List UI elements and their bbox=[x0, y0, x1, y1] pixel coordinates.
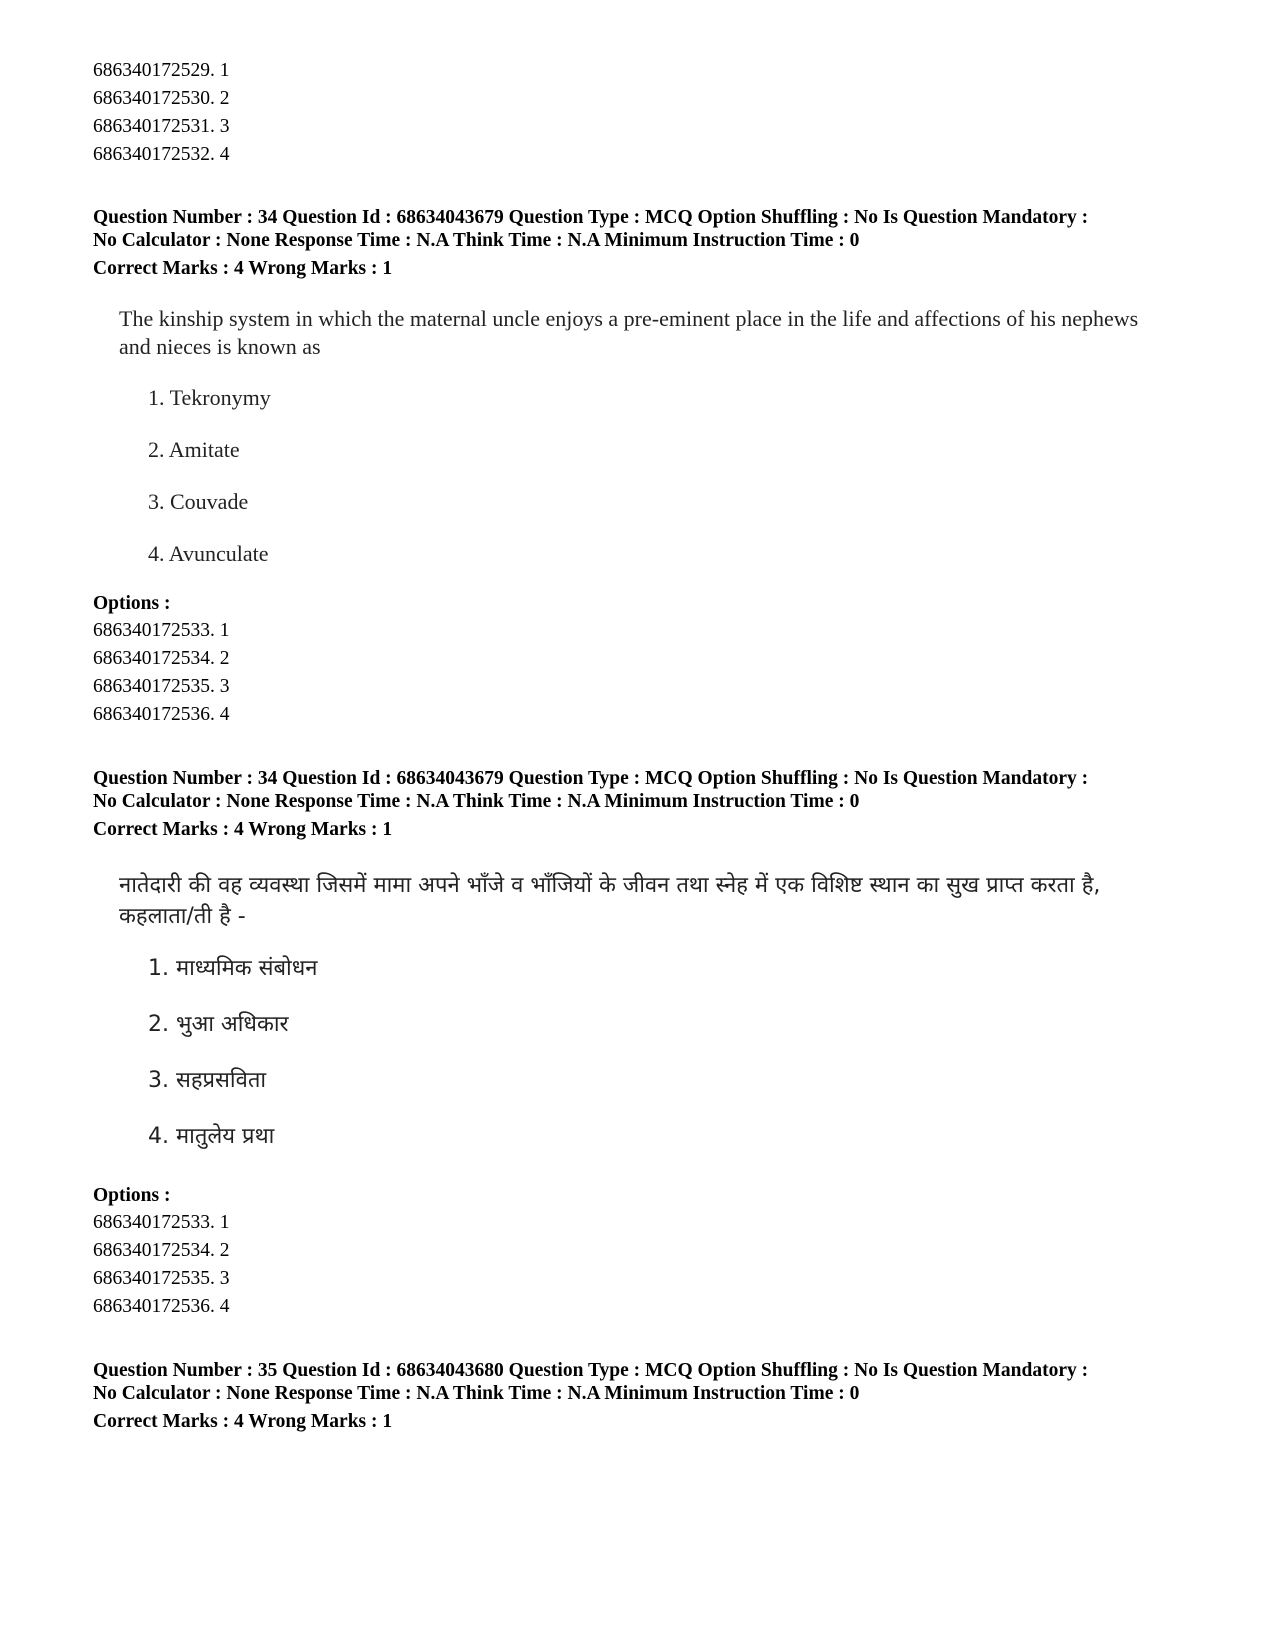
question-marks: Correct Marks : 4 Wrong Marks : 1 bbox=[93, 819, 393, 840]
question-meta-line-1: Question Number : 35 Question Id : 68634043680 Question Type : MCQ Option Shuffling : No Is Question Mandatory : bbox=[93, 1360, 1089, 1381]
answer-choice: 3. सहप्रसविता bbox=[148, 1068, 267, 1093]
answer-choice: 1. Tekronymy bbox=[148, 385, 271, 410]
question-marks: Correct Marks : 4 Wrong Marks : 1 bbox=[93, 1411, 393, 1432]
option-id-line: 686340172535. 3 bbox=[93, 676, 230, 697]
option-id-line: 686340172533. 1 bbox=[93, 1212, 230, 1233]
option-id-line: 686340172534. 2 bbox=[93, 648, 230, 669]
option-id-line: 686340172534. 2 bbox=[93, 1240, 230, 1261]
option-id-line: 686340172529. 1 bbox=[93, 60, 230, 81]
option-id-line: 686340172532. 4 bbox=[93, 144, 230, 165]
option-id-line: 686340172531. 3 bbox=[93, 116, 230, 137]
question-meta-line-1: Question Number : 34 Question Id : 68634043679 Question Type : MCQ Option Shuffling : No Is Question Mandatory : bbox=[93, 768, 1089, 789]
answer-choice: 2. भुआ अधिकार bbox=[148, 1012, 289, 1037]
option-id-line: 686340172536. 4 bbox=[93, 1296, 230, 1317]
answer-choice: 1. माध्यमिक संबोधन bbox=[148, 956, 318, 981]
option-id-line: 686340172530. 2 bbox=[93, 88, 230, 109]
question-meta-line-2: No Calculator : None Response Time : N.A Think Time : N.A Minimum Instruction Time : 0 bbox=[93, 1383, 860, 1404]
question-text-hindi: नातेदारी की वह व्यवस्था जिसमें मामा अपने भाँजे व भाँजियों के जीवन तथा स्नेह में एक विशिष्ट स्थान का सुख प्राप्त करता है, कहलाता/ती है - bbox=[119, 873, 1101, 929]
options-label: Options : bbox=[93, 1185, 171, 1206]
answer-choice: 2. Amitate bbox=[148, 437, 240, 462]
option-id-line: 686340172533. 1 bbox=[93, 620, 230, 641]
question-meta-line-2: No Calculator : None Response Time : N.A Think Time : N.A Minimum Instruction Time : 0 bbox=[93, 791, 860, 812]
question-text: The kinship system in which the maternal uncle enjoys a pre-eminent place in the life and affections of his nephews and nieces is known as bbox=[119, 306, 1139, 359]
options-label: Options : bbox=[93, 593, 171, 614]
question-marks: Correct Marks : 4 Wrong Marks : 1 bbox=[93, 258, 393, 279]
answer-choice: 3. Couvade bbox=[148, 489, 249, 514]
question-meta-line-1: Question Number : 34 Question Id : 68634043679 Question Type : MCQ Option Shuffling : No Is Question Mandatory : bbox=[93, 207, 1089, 228]
answer-choice: 4. मातुलेय प्रथा bbox=[148, 1124, 275, 1149]
question-meta-line-2: No Calculator : None Response Time : N.A Think Time : N.A Minimum Instruction Time : 0 bbox=[93, 230, 860, 251]
option-id-line: 686340172535. 3 bbox=[93, 1268, 230, 1289]
option-id-line: 686340172536. 4 bbox=[93, 704, 230, 725]
answer-choice: 4. Avunculate bbox=[148, 541, 269, 566]
